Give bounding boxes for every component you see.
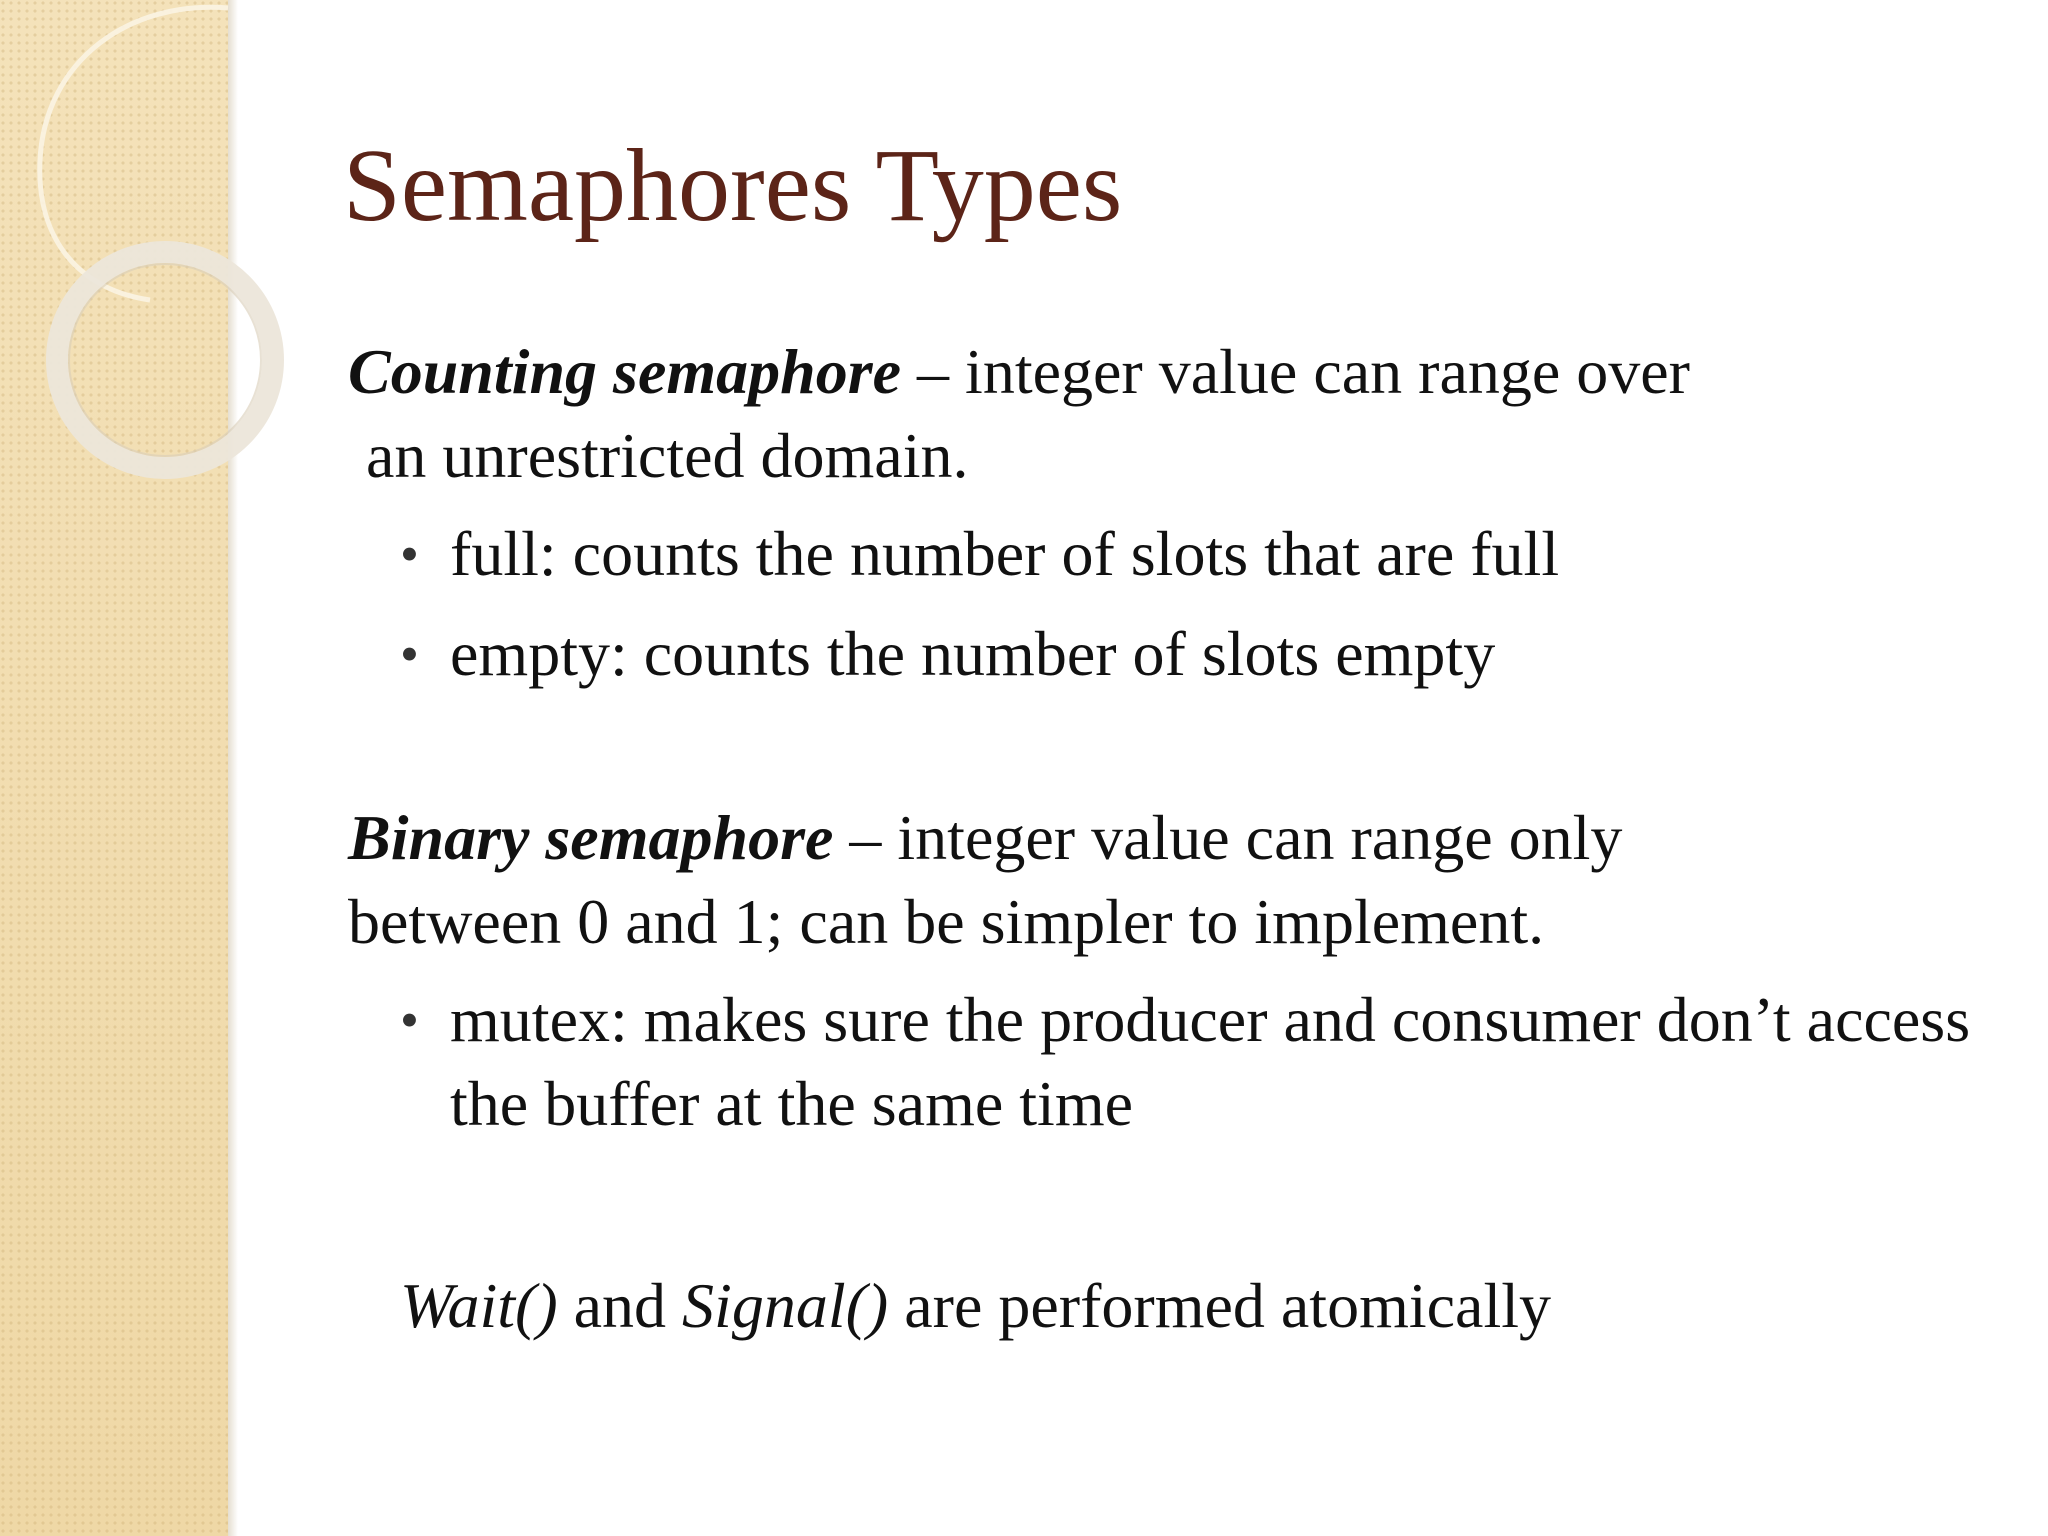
ring-lower-inner-edge [69,264,261,456]
bullet-text-mutex: mutex: makes sure the producer and consumer don’t access the buffer at the same time [450,984,1971,1139]
binary-definition-line2: between 0 and 1; can be simpler to implement. [348,886,1545,957]
bullet-text-full: full: counts the number of slots that are full [450,518,1560,589]
list-item [348,612,1948,696]
list-item [348,978,2010,1146]
bullet-text-empty: empty: counts the number of slots empty [450,618,1496,689]
spacer [348,1146,1948,1264]
spacer [348,696,1948,796]
bullet-icon: • [400,990,419,1050]
slide-title: Semaphores Types [343,128,1123,243]
binary-paragraph [348,796,1948,964]
and-text: and [557,1270,683,1341]
binary-bullets [348,978,1971,1146]
atomic-rest-text: are performed atomically [888,1270,1551,1341]
signal-term: Signal() [682,1270,889,1341]
counting-paragraph [348,330,1948,498]
slide-body [348,330,1971,1348]
counting-definition: – integer value can range over [901,336,1690,407]
atomic-note [348,1264,1948,1348]
bullet-icon: • [400,524,419,584]
binary-definition: – integer value can range only [833,802,1623,873]
list-item [348,512,1948,596]
decorative-rings [0,0,300,520]
binary-term: Binary semaphore [348,802,834,873]
counting-bullets [348,512,1948,696]
bullet-icon: • [400,624,419,684]
counting-term: Counting semaphore [348,336,902,407]
wait-term: Wait() [400,1270,558,1341]
ring-lower [57,252,273,468]
counting-definition-line2: an unrestricted domain. [366,420,969,491]
